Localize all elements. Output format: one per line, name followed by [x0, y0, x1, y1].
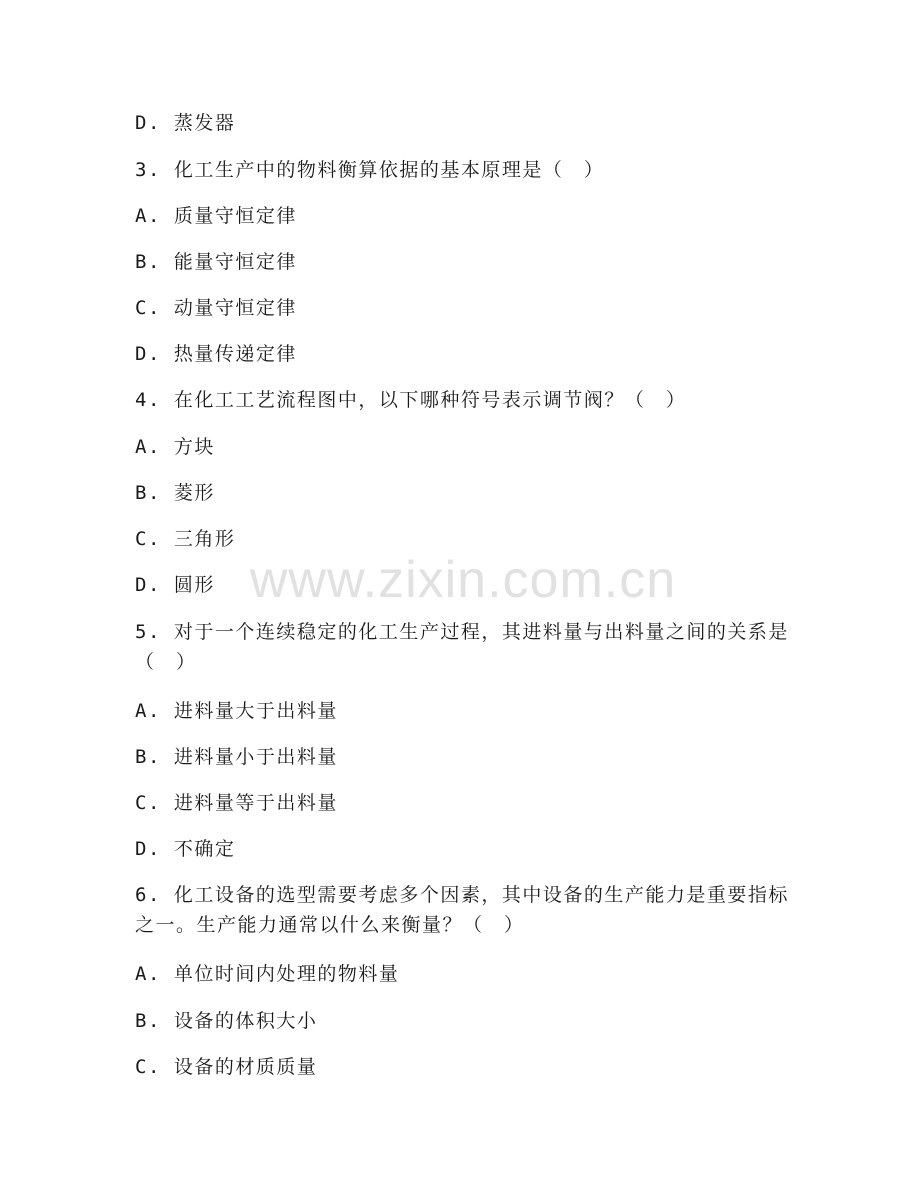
option-d: D. 不确定	[135, 838, 236, 860]
question-3: 3. 化工生产中的物料衡算依据的基本原理是（ ）	[135, 159, 605, 181]
question-6: 6. 化工设备的选型需要考虑多个因素，其中设备的生产能力是重要指标之一。生产能力通常以什么来衡量？（ ）	[135, 884, 789, 936]
option-c: C. 三角形	[135, 528, 236, 550]
option-a: A. 方块	[135, 436, 215, 458]
watermark: www.zixin.com.cn	[249, 551, 677, 609]
option-d: D. 圆形	[135, 574, 215, 596]
question-5: 5. 对于一个连续稳定的化工生产过程，其进料量与出料量之间的关系是（ ）	[135, 621, 789, 673]
question-4: 4. 在化工工艺流程图中，以下哪种符号表示调节阀？（ ）	[135, 389, 687, 411]
option-a: A. 进料量大于出料量	[135, 700, 338, 722]
option-c: C. 动量守恒定律	[135, 297, 297, 319]
option-b: B. 菱形	[135, 482, 215, 504]
option-c: C. 设备的材质质量	[135, 1056, 318, 1078]
option-d-evaporator: D. 蒸发器	[135, 112, 236, 134]
option-a: A. 质量守恒定律	[135, 205, 297, 227]
option-b: B. 能量守恒定律	[135, 251, 297, 273]
option-b: B. 进料量小于出料量	[135, 746, 338, 768]
option-b: B. 设备的体积大小	[135, 1010, 318, 1032]
option-c: C. 进料量等于出料量	[135, 792, 338, 814]
option-a: A. 单位时间内处理的物料量	[135, 963, 400, 985]
option-d: D. 热量传递定律	[135, 343, 297, 365]
